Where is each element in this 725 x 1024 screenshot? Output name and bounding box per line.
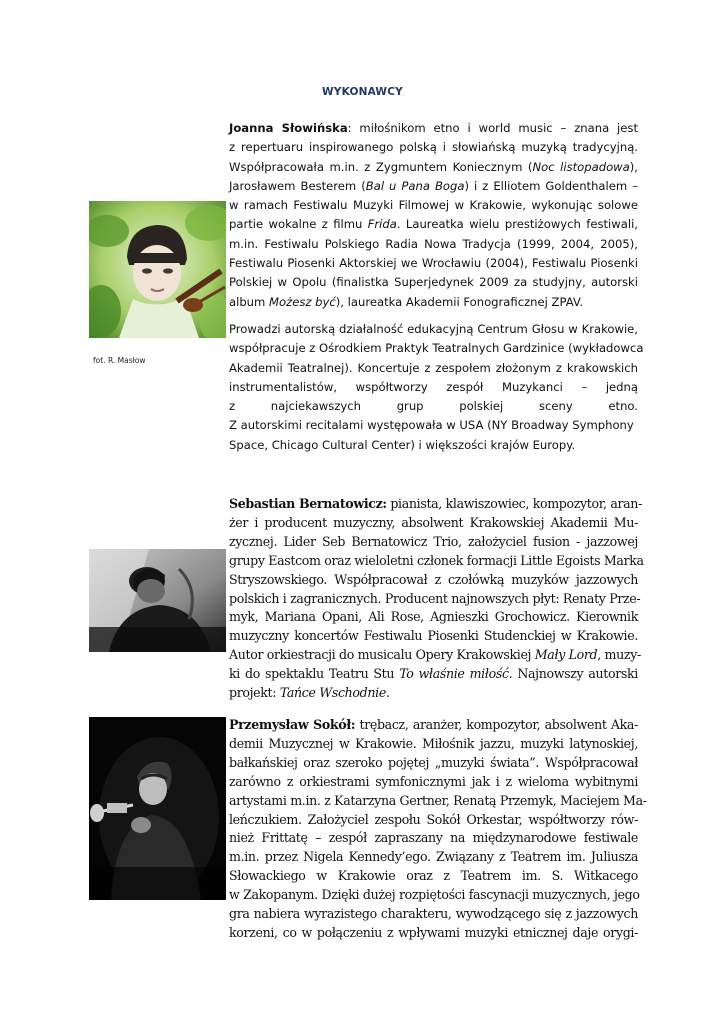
bio-paragraph: Sebastian Bernatowicz: pianista, klawiszowiec, kompozytor, aran- żer i producent muzyczny, absolwent Krakowskiej Akademii Mu- zycznej. Lider Seb Bernatowicz Trio, założyciel fusion - jazzowej grupy Eastcom oraz wieloletni członek formacji Little Egoists Marka Stryszowskiego. Współpracował z czołówką muzyków jazzowych polskich i zagranicznych. Producent najnowszych płyt: Renaty Prze- myk, Mariana Opani, Ali Rose, Agnieszki Grochowicz. Kierownik muzyczny koncertów Festiwalu Piosenki Studenckiej w Krakowie. Autor orkiestracji do musicalu Opery Krakowskiej Mały Lord, muzy- ki do spektaklu Teatru Stu To właśnie miłość. Najnowszy autorski projekt: Tańce Wschodnie. (229, 496, 644, 701)
artist-name: Sebastian Bernatowicz: (229, 496, 387, 511)
photo-caption: fot. R. Masłow (93, 356, 146, 365)
artist-name: Przemysław Sokół: (229, 717, 356, 732)
bio-paragraph: Prowadzi autorską działalność edukacyjną Centrum Głosu w Krakowie, współpracuje z Ośrodkiem Praktyk Teatralnych Gardzinice (wykładowca Akademii Teatralnej). Koncertuje z zespołem złożonym z krakowskich instrumentalistów, współtworzy zespół Muzykanci – jedną z najciekawszych grup polskiej sceny etno. Z autorskimi recitalami występowała w USA (NY Broadway Symphony Space, Chicago Cultural Center) i większości krajów Europy. (229, 321, 644, 452)
photo-sebastian-bernatowicz (89, 549, 226, 652)
bio-paragraph: Przemysław Sokół: trębacz, aranżer, kompozytor, absolwent Aka- demii Muzycznej w Krakowie. Miłośnik jazzu, muzyki latynoskiej, bałkańskiej oraz szeroko pojętej „muzyki świata”. Współpracował zarówno z orkiestrami symfonicznymi jak i z wieloma wybitnymi artystami m.in. z Katarzyna Gertner, Renatą Przemyk, Maciejem Ma- leńczukiem. Założyciel zespołu Sokół Orkestar, współtworzy rów- nież Frittatę – zespół zapraszany na międzynarodowe festiwale m.in. przez Nigela Kennedy’ego. Związany z Teatrem im. Juliusza Słowackiego w Krakowie oraz z Teatrem im. S. Witkacego w Zakopanym. Dzięki dużej rozpiętości fascynacji muzycznych, jego gra nabiera wyrazistego charakteru, wywodzącego się z jazzowych korzeni, co w połączeniu z wpływami muzyki etnicznej daje orygi- (229, 717, 647, 940)
bio-joanna-slowinska (229, 119, 644, 455)
bio-przemyslaw-sokol (229, 716, 647, 943)
bio-sebastian-bernatowicz (229, 495, 644, 703)
photo-przemyslaw-sokol (89, 717, 226, 900)
artist-name: Joanna Słowińska (229, 121, 348, 135)
photo-joanna-slowinska (89, 201, 226, 338)
page-heading: WYKONAWCY (322, 86, 403, 98)
bio-paragraph: Joanna Słowińska: miłośnikom etno i world music – znana jest z repertuaru inspirowanego polską i słowiańską muzyką tradycyjną. Współpracowała m.in. z Zygmuntem Koniecznym (Noc listopadowa), Jarosławem Besterem (Bal u Pana Boga) i z Elliotem Goldenthalem – w ramach Festiwalu Muzyki Filmowej w Krakowie, wykonując solowe partie wokalne z filmu Frida. Laureatka wielu prestiżowych festiwali, m.in. Festiwalu Polskiego Radia Nowa Tradycja (1999, 2004, 2005), Festiwalu Piosenki Aktorskiej we Wrocławiu (2004), Festiwalu Piosenki Polskiej w Opolu (finalistka Superjedynek 2009 za studyjny, autorski album Możesz być), laureatka Akademii Fonograficznej ZPAV. (229, 121, 638, 309)
